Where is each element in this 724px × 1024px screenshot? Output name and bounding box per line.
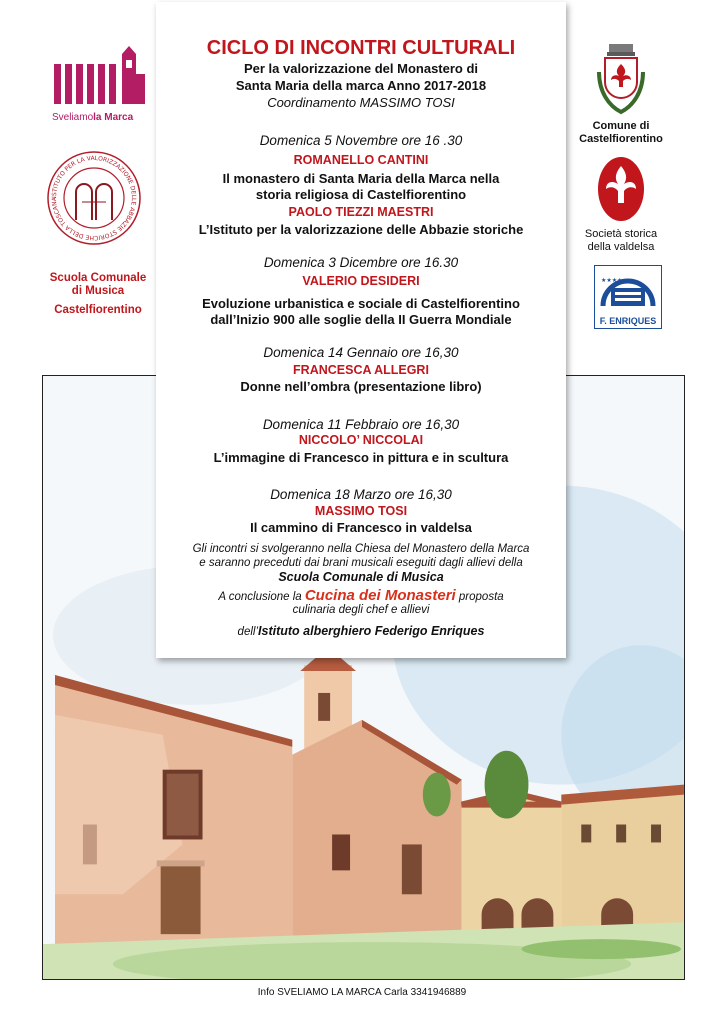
event-3-speaker: FRANCESCA ALLEGRI xyxy=(293,363,429,377)
school-line-1: Scuola Comunale xyxy=(49,272,147,284)
event-2-speaker: VALERIO DESIDERI xyxy=(302,274,420,288)
societa-line-2: della valdelsa xyxy=(587,240,655,253)
event-1-date: Domenica 5 Novembre ore 16 .30 xyxy=(259,133,463,148)
event-5-topic: Il cammino di Francesco in valdelsa xyxy=(250,520,472,535)
societa-label xyxy=(572,228,670,253)
subtitle-line-2: Santa Maria della marca Anno 2017-2018 xyxy=(235,78,487,93)
event-1-speaker-2: PAOLO TIEZZI MAESTRI xyxy=(288,205,434,219)
event-5-speaker: MASSIMO TOSI xyxy=(314,504,408,518)
comune-crest xyxy=(593,42,649,118)
seal-text: ISTITUTO PER LA VALORIZZAZIONE DELLE ABBAZIE STORICHE DELLA TOSCANA xyxy=(50,154,138,242)
note-line-1: Gli incontri si svolgeranno nella Chiesa del Monastero della Marca xyxy=(192,543,530,555)
comune-crest-icon xyxy=(593,42,649,118)
event-1-topic-1-line-2: storia religiosa di Castelfiorentino xyxy=(255,187,467,202)
page-title: CICLO DI INCONTRI CULTURALI xyxy=(206,37,516,59)
abbazie-seal xyxy=(46,150,142,246)
event-5-date: Domenica 18 Marzo ore 16,30 xyxy=(270,487,452,502)
event-1-topic-2: L’Istituto per la valorizzazione delle Abbazie storiche xyxy=(198,222,524,237)
istituto-name: Istituto alberghiero Federigo Enriques xyxy=(258,624,485,638)
footer-info: Info SVELIAMO LA MARCA Carla 3341946889 xyxy=(257,987,467,998)
sveliamo-logo-mark xyxy=(52,46,147,108)
note-line-2: e saranno preceduti dai brani musicali eseguiti dagli allievi della xyxy=(199,557,523,569)
event-2-date: Domenica 3 Dicembre ore 16.30 xyxy=(263,255,459,270)
note-line-3: Scuola Comunale di Musica xyxy=(278,570,444,584)
event-4-speaker: NICCOLO’ NICCOLAI xyxy=(298,433,424,447)
comune-line-1: Comune di xyxy=(592,120,650,132)
event-1-speaker-1: ROMANELLO CANTINI xyxy=(293,153,429,167)
note-line-4 xyxy=(156,587,566,604)
school-line-3: Castelfiorentino xyxy=(54,304,142,317)
enriques-label: F. ENRIQUES xyxy=(599,316,657,326)
enriques-logo xyxy=(594,265,662,329)
enriques-logo-mark xyxy=(595,266,661,312)
note-line-6 xyxy=(156,622,566,639)
subtitle-line-1: Per la valorizzazione del Monastero di xyxy=(243,61,479,76)
comune-line-2: Castelfiorentino xyxy=(579,132,663,145)
sveliamo-logo xyxy=(52,46,147,122)
societa-line-1: Società storica xyxy=(584,228,658,240)
event-1-topic-1-line-1: Il monastero di Santa Maria della Marca nella xyxy=(222,171,500,186)
cucina-highlight: Cucina dei Monasteri xyxy=(304,587,456,604)
note-line-4-prefix: A conclusione la xyxy=(218,591,305,603)
comune-label xyxy=(572,120,670,145)
note-line-4-suffix: proposta xyxy=(455,591,504,603)
event-4-topic: L’immagine di Francesco in pittura e in scultura xyxy=(213,450,509,465)
sveliamo-suffix: la Marca xyxy=(93,112,134,123)
event-2-topic-line-2: dall’Inizio 900 alle soglie della II Guerra Mondiale xyxy=(210,312,512,327)
abbazie-seal-icon xyxy=(46,150,142,246)
event-2-topic-line-1: Evoluzione urbanistica e sociale di Castelfiorentino xyxy=(202,296,520,311)
fleur-de-lis-icon xyxy=(596,156,646,226)
note-line-5: culinaria degli chef e allievi xyxy=(292,604,430,616)
program-panel xyxy=(156,2,566,658)
svg-text:★★★★: ★★★★ xyxy=(601,277,623,284)
event-3-topic: Donne nell’ombra (presentazione libro) xyxy=(240,379,482,394)
sveliamo-prefix: Sveliamo xyxy=(52,112,94,123)
note-line-6-prefix: dell’ xyxy=(237,626,259,638)
event-3-date: Domenica 14 Gennaio ore 16,30 xyxy=(263,345,459,360)
event-4-date: Domenica 11 Febbraio ore 16,30 xyxy=(262,417,460,432)
sveliamo-logo-text xyxy=(52,112,147,123)
coordination-line: Coordinamento MASSIMO TOSI xyxy=(267,95,455,110)
school-label xyxy=(38,272,158,318)
societa-lily xyxy=(596,156,646,226)
school-line-2: di Musica xyxy=(71,285,125,298)
